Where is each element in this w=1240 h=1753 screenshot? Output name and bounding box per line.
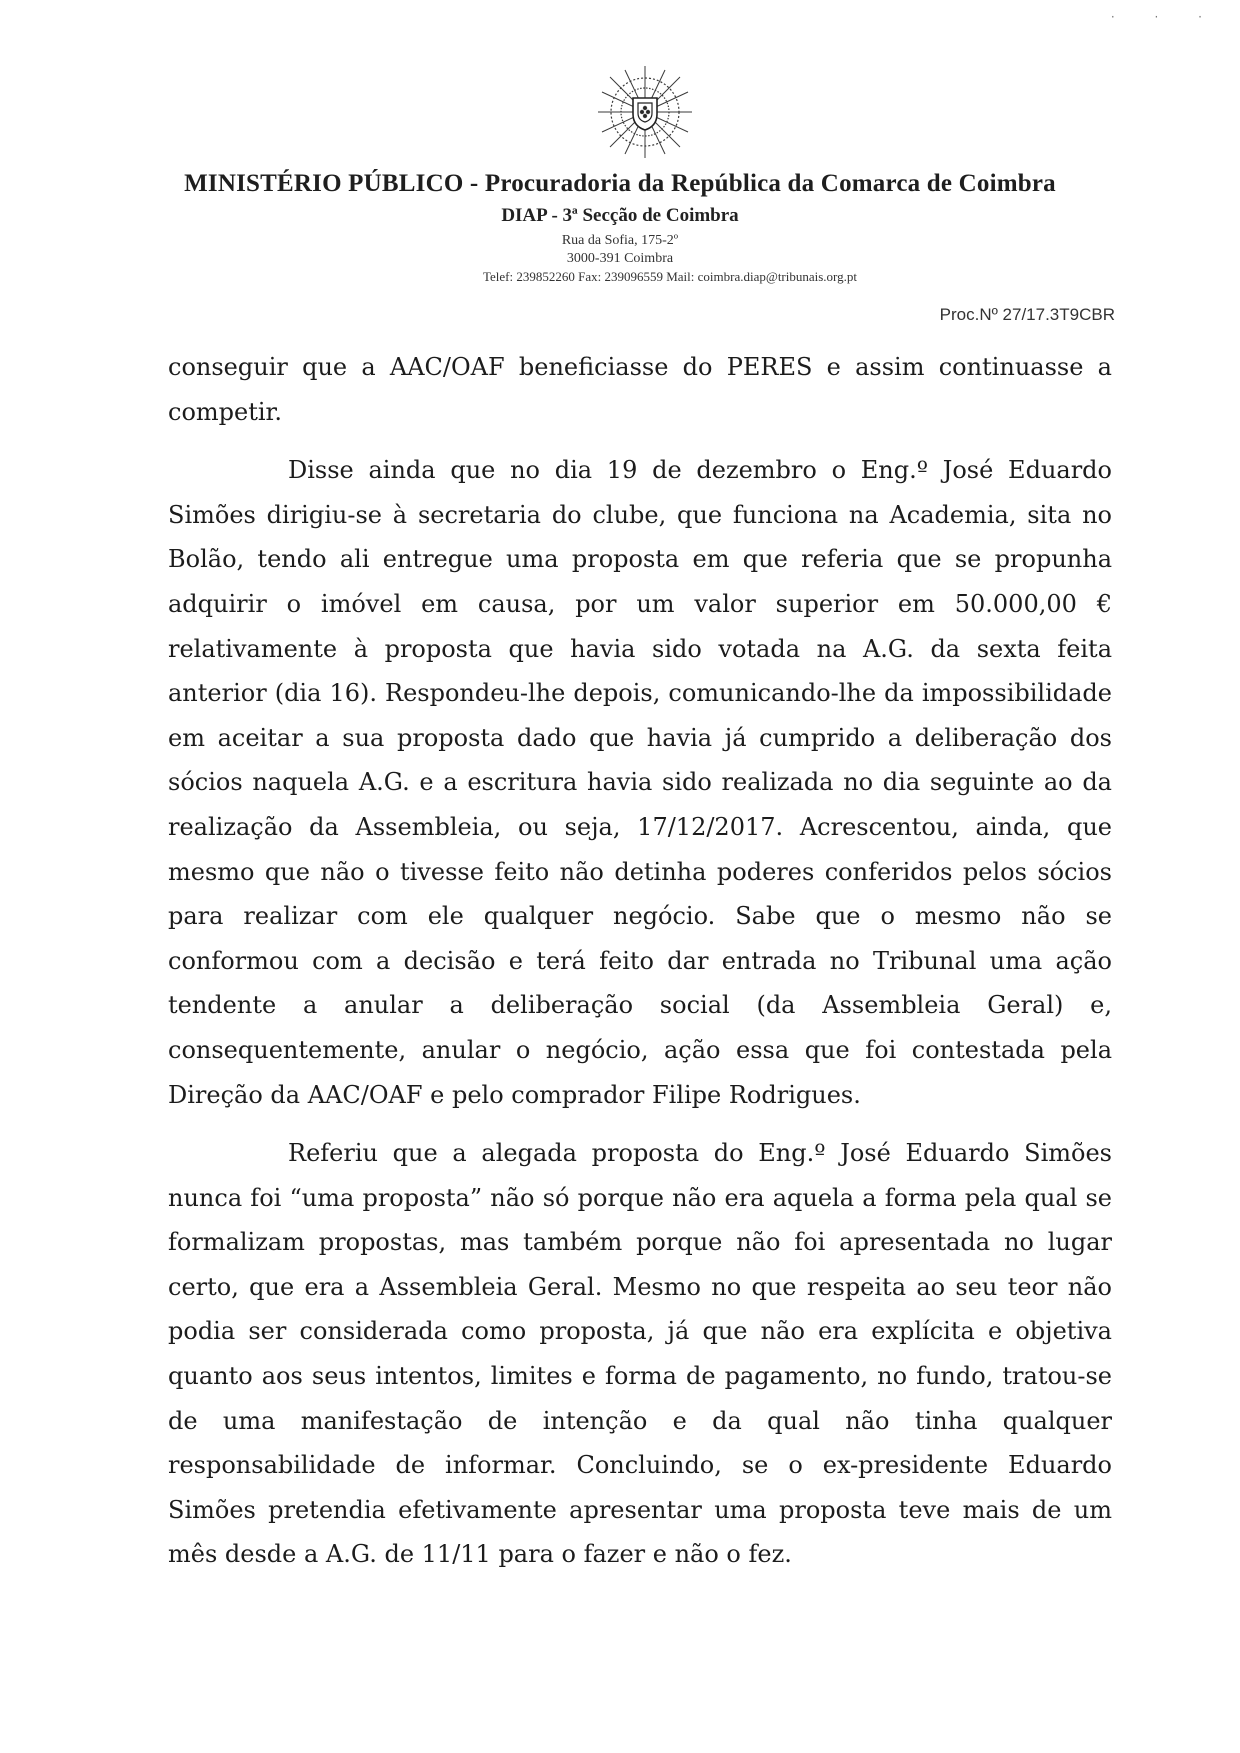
scan-specks: · · · bbox=[1110, 10, 1220, 24]
document-body bbox=[168, 345, 1112, 1577]
paragraph: conseguir que a AAC/OAF beneficiasse do PERES e assim continuasse a competir. bbox=[168, 353, 1112, 426]
paragraph: Referiu que a alegada proposta do Eng.º José Eduardo Simões nunca foi “uma proposta” não só porque não era aquela a forma pela qual se formalizam propostas, mas também porque não foi apresentada no lugar certo, que era a Assembleia Geral. Mesmo no que respeita ao seu teor não podia ser considerada como proposta, já que não era explícita e objetiva quanto aos seus intentos, limites e forma de pagamento, no fundo, tratou-se de uma manifestação de intenção e da qual não tinha qualquer responsabilidade de informar. Concluindo, se o ex-presidente Eduardo Simões pretendia efetivamente apresentar uma proposta teve mais de um mês desde a A.G. de 11/11 para o fazer e não o fez. bbox=[168, 1139, 1112, 1569]
department-subtitle: DIAP - 3ª Secção de Coimbra bbox=[501, 205, 739, 226]
ministry-header-title: MINISTÉRIO PÚBLICO - Procuradoria da República da Comarca de Coimbra bbox=[184, 170, 1056, 197]
coat-of-arms-icon bbox=[590, 62, 700, 162]
address-street: Rua da Sofia, 175-2º bbox=[561, 233, 679, 248]
contact-line: Telef: 239852260 Fax: 239096559 Mail: coimbra.diap@tribunais.org.pt bbox=[482, 269, 858, 284]
paragraph: Disse ainda que no dia 19 de dezembro o Eng.º José Eduardo Simões dirigiu-se à secretaria do clube, que funciona na Academia, sita no Bolão, tendo ali entregue uma proposta em que referia que se propunha adquirir o imóvel em causa, por um valor superior em 50.000,00 € relativamente à proposta que havia sido votada na A.G. da sexta feita anterior (dia 16). Respondeu-lhe depois, comunicando-lhe da impossibilidade em aceitar a sua proposta dado que havia já cumprido a deliberação dos sócios naquela A.G. e a escritura havia sido realizada no dia seguinte ao da realização da Assembleia, ou seja, 17/12/2017. Acrescentou, ainda, que mesmo que não o tivesse feito não detinha poderes conferidos pelos sócios para realizar com ele qualquer negócio. Sabe que o mesmo não se conformou com a decisão e terá feito dar entrada no Tribunal uma ação tendente a anular a deliberação social (da Assembleia Geral) e, consequentemente, anular o negócio, ação essa que foi contestada pela Direção da AAC/OAF e pelo comprador Filipe Rodrigues. bbox=[168, 456, 1112, 1109]
address-city: 3000-391 Coimbra bbox=[566, 251, 674, 266]
process-number: Proc.Nº 27/17.3T9CBR bbox=[939, 305, 1115, 324]
